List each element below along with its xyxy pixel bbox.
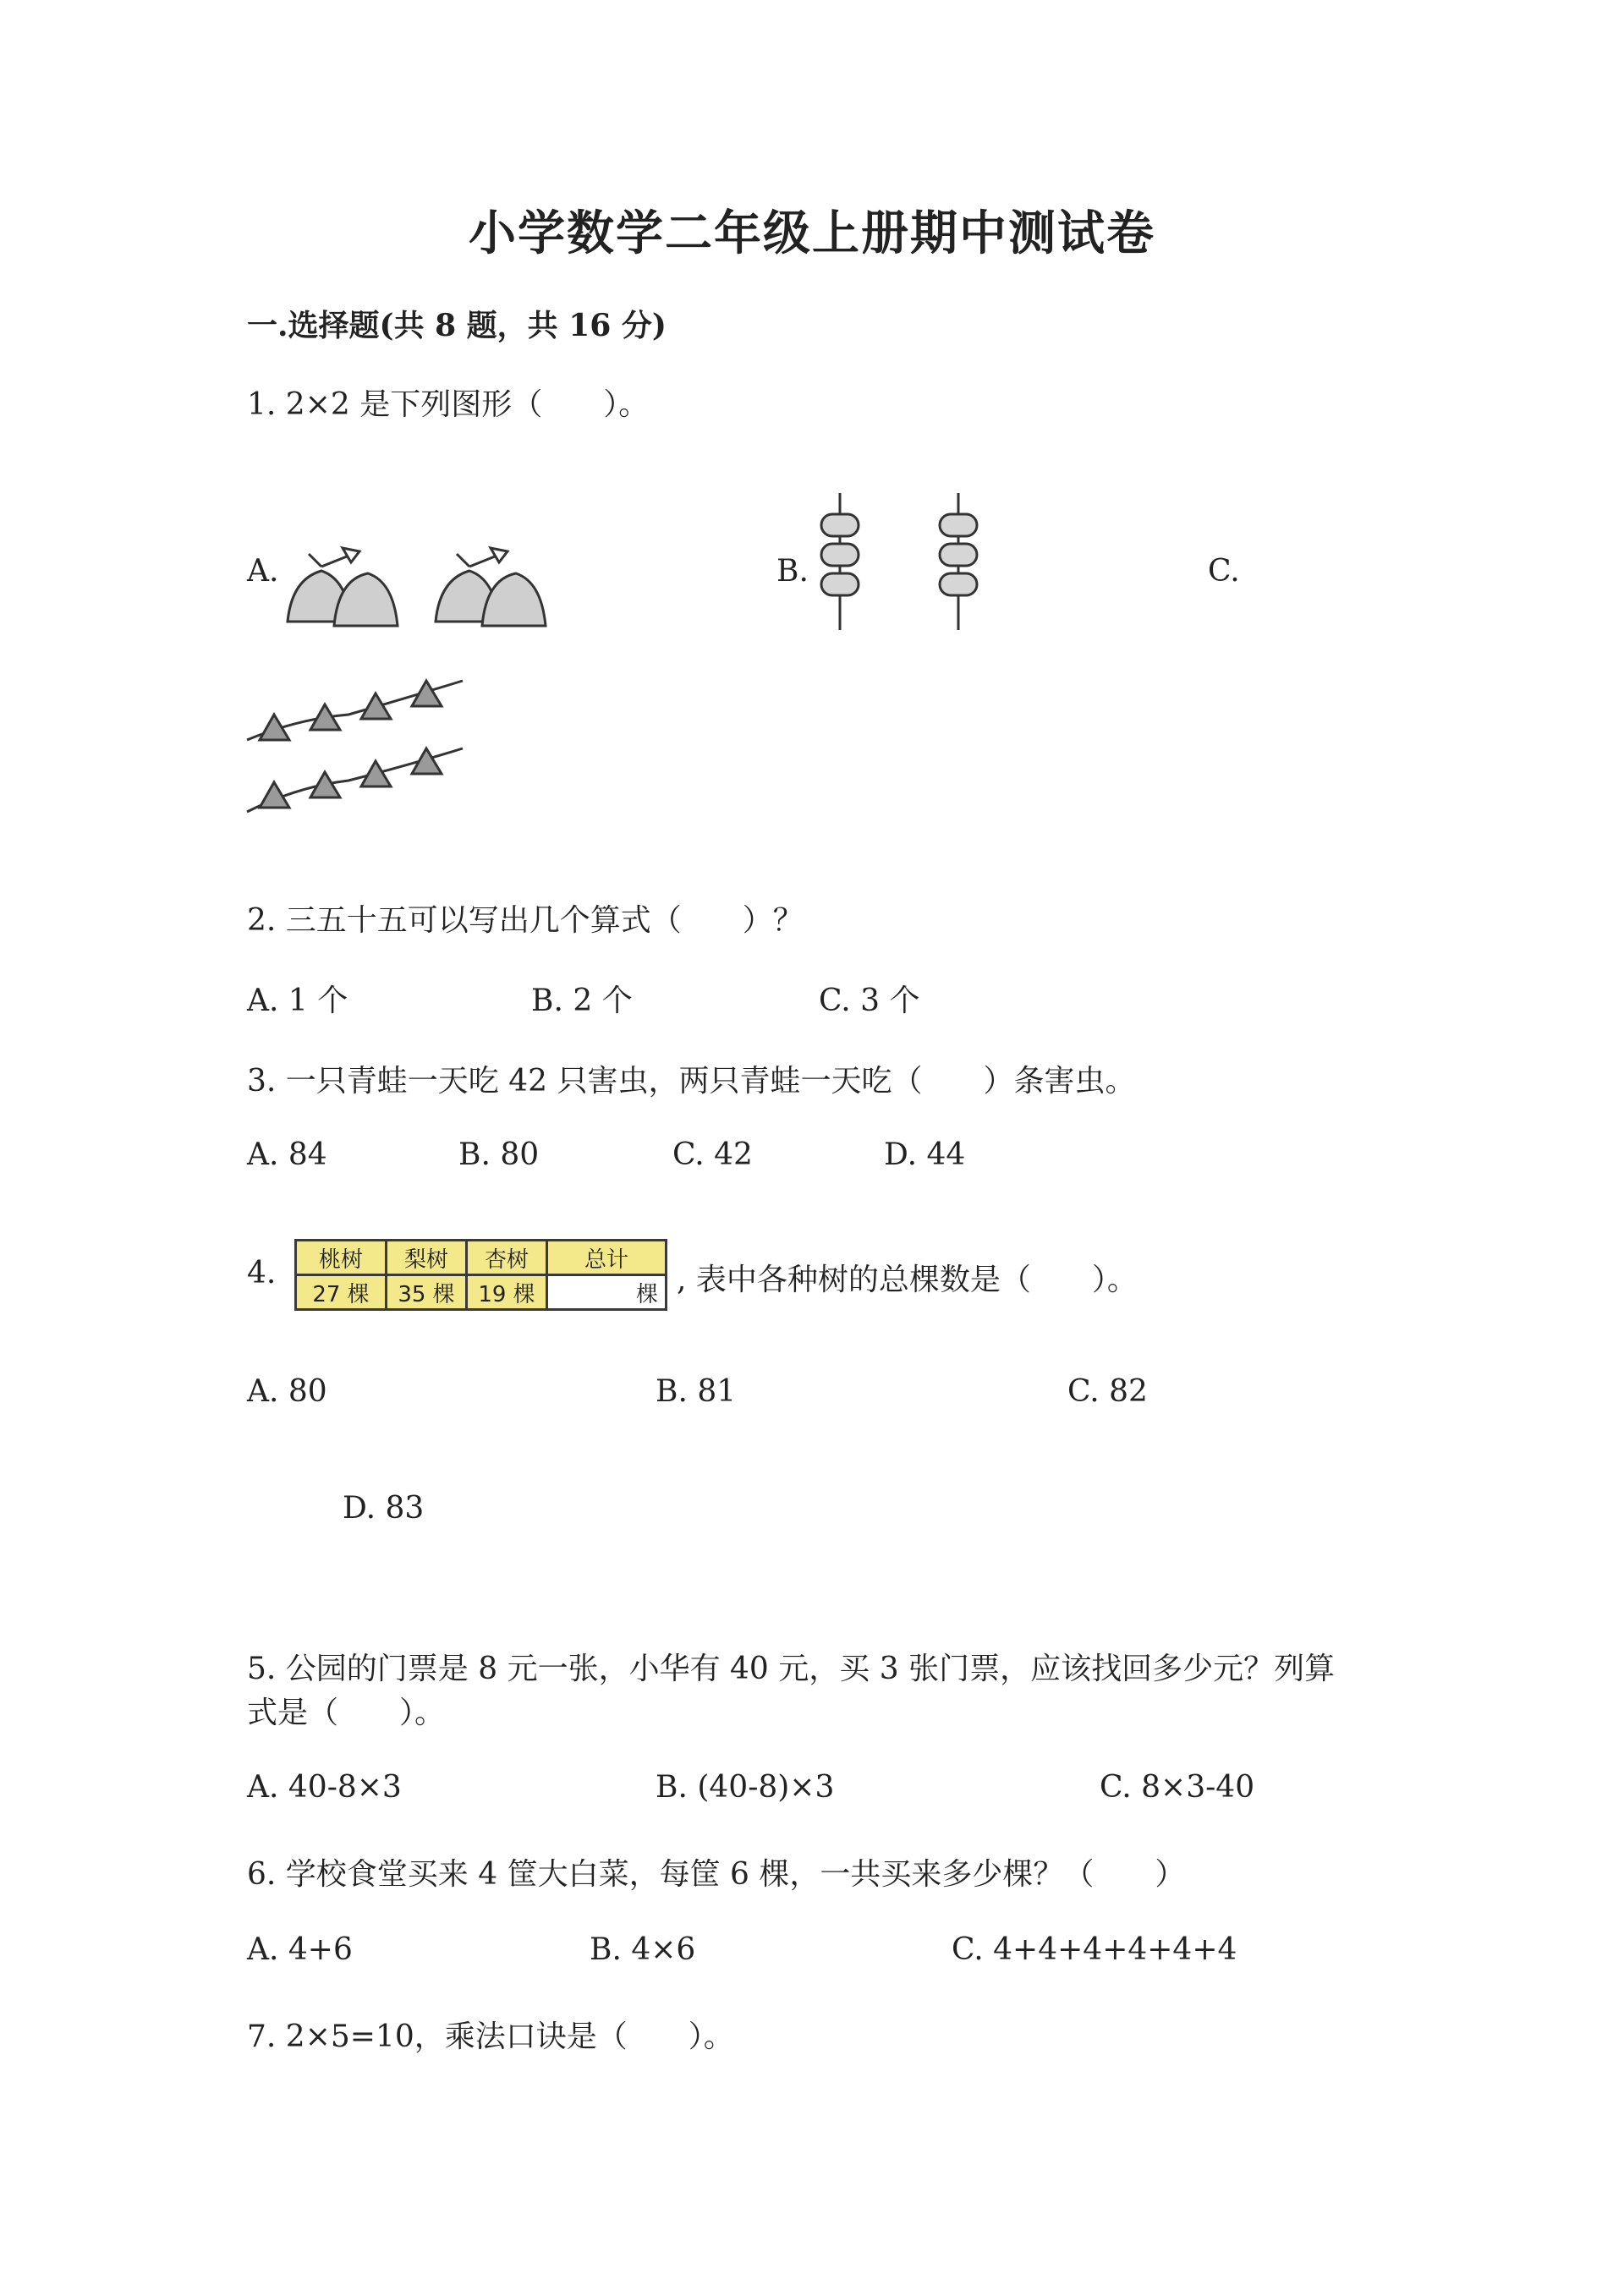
table-header: 杏树 xyxy=(467,1241,547,1275)
question-4-option-a[interactable]: A. 80 xyxy=(247,1374,327,1409)
question-4-number: 4. xyxy=(247,1256,277,1290)
question-1-option-b[interactable]: B. xyxy=(776,554,809,589)
page-title: 小学数学二年级上册期中测试卷 xyxy=(469,205,1155,261)
table-cell: 19 棵 xyxy=(467,1275,547,1310)
question-2-option-c[interactable]: C. 3 个 xyxy=(819,984,920,1018)
question-6-option-a[interactable]: A. 4+6 xyxy=(247,1932,353,1967)
question-3-option-b[interactable]: B. 80 xyxy=(458,1137,540,1172)
question-5-option-b[interactable]: B. (40-8)×3 xyxy=(656,1770,835,1805)
table-header: 总计 xyxy=(547,1241,667,1275)
question-3-stem: 3. 一只青蛙一天吃 42 只害虫，两只青蛙一天吃（ ）条害虫。 xyxy=(247,1064,1136,1099)
question-4-option-c[interactable]: C. 82 xyxy=(1067,1374,1148,1409)
question-6-option-c[interactable]: C. 4+4+4+4+4+4 xyxy=(952,1932,1237,1967)
question-3-option-c[interactable]: C. 42 xyxy=(672,1137,753,1172)
table-cell-answer: 棵 xyxy=(547,1275,667,1310)
table-header: 桃树 xyxy=(296,1241,387,1275)
table-header: 梨树 xyxy=(387,1241,467,1275)
tree-count-table xyxy=(294,1239,667,1311)
question-3-option-d[interactable]: D. 44 xyxy=(884,1137,966,1172)
table-cell: 35 棵 xyxy=(387,1275,467,1310)
question-5-stem-line-2: 式是（ ）。 xyxy=(247,1696,446,1730)
question-6-stem: 6. 学校食堂买来 4 筐大白菜，每筐 6 棵，一共买来多少棵？（ ） xyxy=(247,1857,1186,1892)
question-6-option-b[interactable]: B. 4×6 xyxy=(590,1932,696,1967)
question-5-stem-line-1: 5. 公园的门票是 8 元一张，小华有 40 元，买 3 张门票，应该找回多少元？列算 xyxy=(247,1652,1336,1686)
question-5-option-c[interactable]: C. 8×3-40 xyxy=(1100,1770,1255,1805)
question-2-option-a[interactable]: A. 1 个 xyxy=(247,984,348,1018)
question-1-option-c[interactable]: C. xyxy=(1208,554,1240,589)
triangles-on-string-icon xyxy=(247,672,467,816)
question-4-option-b[interactable]: B. 81 xyxy=(656,1374,737,1409)
beads-on-sticks-icon xyxy=(808,493,994,633)
table-cell: 27 棵 xyxy=(296,1275,387,1310)
question-7-stem: 7. 2×5=10，乘法口诀是（ ）。 xyxy=(247,2019,734,2054)
question-1-option-a[interactable]: A. xyxy=(247,554,279,589)
question-4-option-d[interactable]: D. 83 xyxy=(343,1491,425,1526)
section-heading: 一.选择题(共 8 题，共 16 分) xyxy=(247,308,667,343)
question-2-option-b[interactable]: B. 2 个 xyxy=(531,984,633,1018)
question-3-option-a[interactable]: A. 84 xyxy=(247,1137,327,1172)
question-4-stem: , 表中各种树的总棵数是（ ）。 xyxy=(677,1263,1138,1297)
question-5-option-a[interactable]: A. 40-8×3 xyxy=(247,1770,402,1805)
bells-icon xyxy=(275,541,562,634)
question-1-stem: 1. 2×2 是下列图形（ ）。 xyxy=(247,387,650,422)
question-2-stem: 2. 三五十五可以写出几个算式（ ）？ xyxy=(247,903,804,938)
